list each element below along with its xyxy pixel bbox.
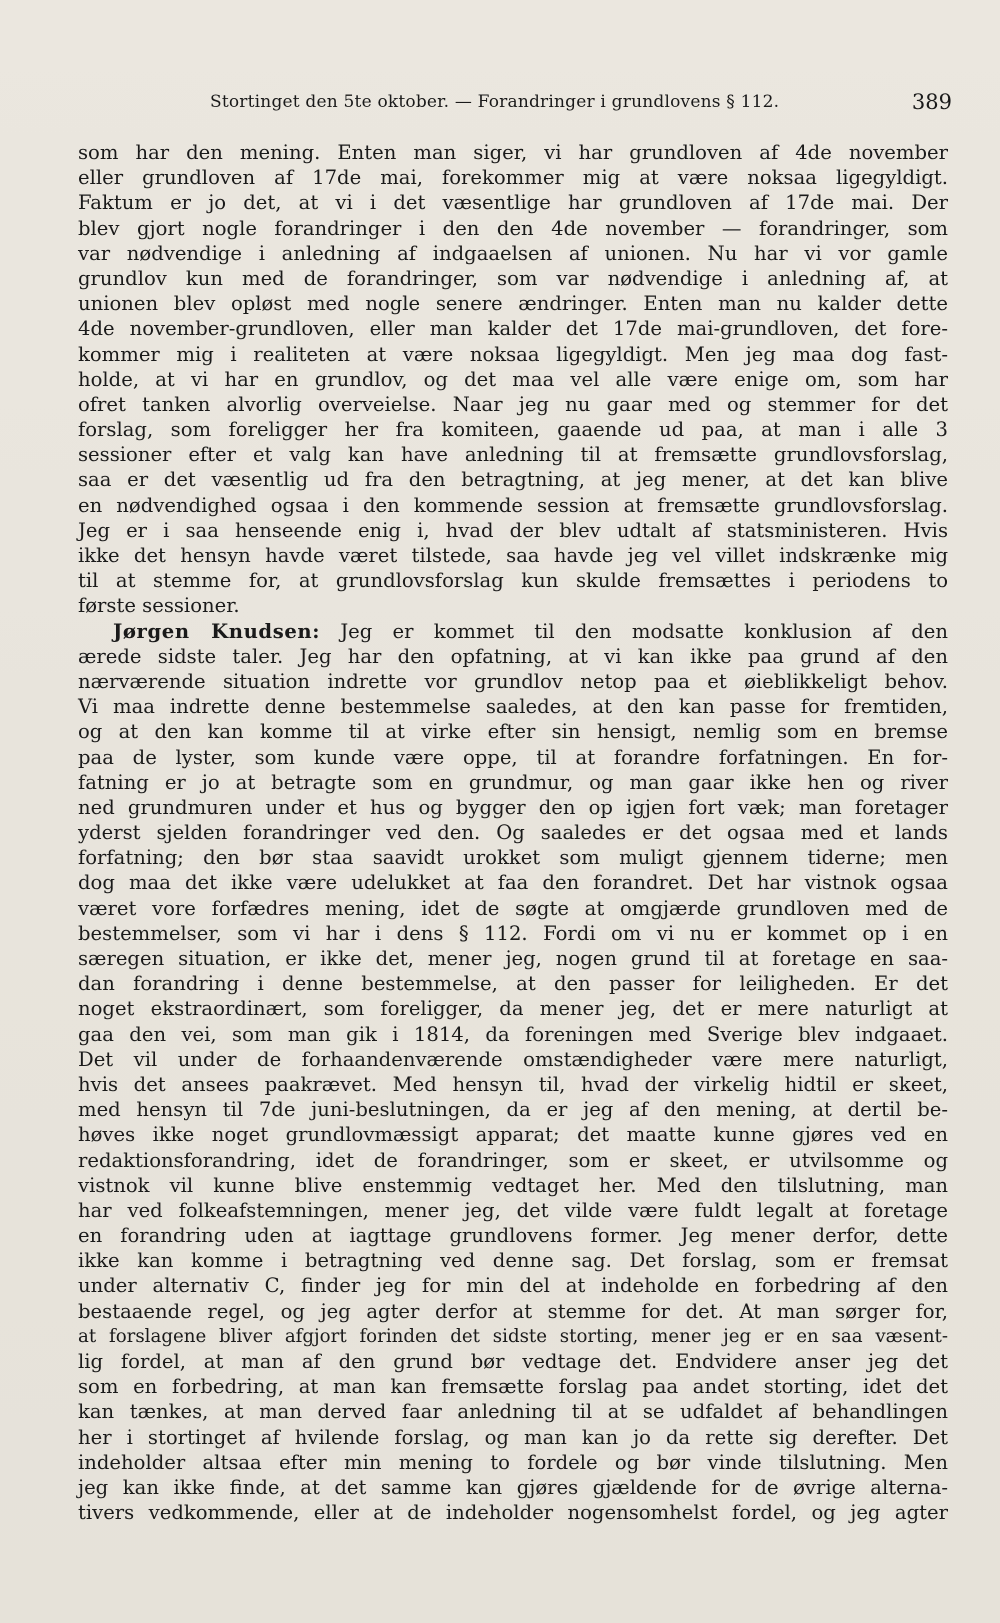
speech-line: bestaaende regel, og jeg agter derfor at stemme for det. At man sørger for, (78, 1299, 948, 1323)
speech-line: dan forandring i denne bestemmelse, at den passer for leiligheden. Er det (78, 972, 948, 996)
text-line: unionen blev opløst med nogle senere ændringer. Enten man nu kalder dette (78, 292, 948, 316)
text-line: Faktum er jo det, at vi i det væsentlige har grundloven af 17de mai. Der (78, 191, 948, 215)
text-line: saa er det væsentlig ud fra den betragtning, at jeg mener, at det kan blive (78, 468, 948, 492)
text-line: var nødvendige i anledning af indgaaelsen af unionen. Nu har vi vor gamle (78, 241, 948, 265)
speech-line: paa de lyster, som kunde være oppe, til at forandre forfatningen. En for- (78, 745, 948, 769)
speech-line: Vi maa indrette denne bestemmelse saaledes, at den kan passe for fremtiden, (78, 695, 948, 719)
speech-line: forfatning; den bør staa saavidt urokket som muligt gjennem tiderne; men (78, 846, 948, 870)
speech-line: kan tænkes, at man derved faar anledning til at se udfaldet af behandlingen (78, 1400, 948, 1424)
speech-line: bestemmelser, som vi har i dens § 112. Fordi om vi nu er kommet op i en (78, 921, 948, 945)
running-head (78, 90, 952, 120)
speech-line: været vore forfædres mening, idet de søgte at omgjærde grundloven med de (78, 896, 948, 920)
running-title: Stortinget den 5te oktober. — Forandringer i grundlovens § 112. (210, 92, 780, 112)
text-line: blev gjort nogle forandringer i den den 4de november — forandringer, som (78, 216, 948, 240)
body-text (78, 140, 948, 1525)
speech-line: dog maa det ikke være udelukket at faa den forandret. Det har vistnok ogsaa (78, 871, 948, 895)
speech-line: Det vil under de forhaandenværende omstændigheder være mere naturligt, (78, 1047, 948, 1071)
speech-line: lig fordel, at man af den grund bør vedtage det. Endvidere anser jeg det (78, 1350, 948, 1373)
speech-line: under alternativ C, finder jeg for min del at indeholde en forbedring af den (78, 1274, 948, 1298)
text-line: til at stemme for, at grundlovsforslag kun skulde fremsættes i periodens to (78, 569, 948, 593)
speech-line: redaktionsforandring, idet de forandringer, som er skeet, er utvilsomme og (78, 1148, 948, 1172)
speech-line: at forslagene bliver afgjort forinden det sidste storting, mener jeg er en saa væsent- (78, 1325, 948, 1347)
speech-line: indeholder altsaa efter min mening to fordele og bør vinde tilslutning. Men (78, 1450, 948, 1474)
speech-line: ærede sidste taler. Jeg har den opfatning, at vi kan ikke paa grund af den (78, 644, 948, 668)
text-line: som har den mening. Enten man siger, vi har grundloven af 4de november (78, 141, 948, 164)
text-line: holde, at vi har en grundlov, og det maa vel alle være enige om, som har (78, 367, 948, 391)
speech-line: vistnok vil kunne blive enstemmig vedtaget her. Med den tilslutning, man (78, 1173, 948, 1197)
speech-line: en forandring uden at iagttage grundlovens former. Jeg mener derfor, dette (78, 1224, 948, 1248)
speech-line: her i stortinget af hvilende forslag, og man kan jo da rette sig derefter. Det (78, 1425, 948, 1449)
speech-line: høves ikke noget grundlovmæssigt apparat; det maatte kunne gjøres ved en (78, 1123, 948, 1147)
text-line: ofret tanken alvorlig overveielse. Naar jeg nu gaar med og stemmer for det (78, 392, 948, 416)
text-line: 4de november-grundloven, eller man kalder det 17de mai-grundloven, det fore- (78, 317, 948, 341)
speech-first-line-text: Jeg er kommet til den modsatte konklusion af den (340, 619, 949, 643)
speech-line: ikke kan komme i betragtning ved denne sag. Det forslag, som er fremsat (78, 1249, 948, 1273)
speech-line: ned grundmuren under et hus og bygger den op igjen fort væk; man foretager (78, 795, 948, 819)
text-line: en nødvendighed ogsaa i den kommende session at fremsætte grundlovsforslag. (78, 493, 948, 517)
speech-line: fatning er jo at betragte som en grundmur, og man gaar ikke hen og river (78, 770, 948, 794)
speech-line: nærværende situation indrette vor grundlov netop paa et øieblikkeligt behov. (78, 669, 948, 693)
page-number: 389 (911, 90, 952, 114)
speech-line: noget ekstraordinært, som foreligger, da mener jeg, det er mere naturligt at (78, 997, 948, 1021)
speech-line: hvis det ansees paakrævet. Med hensyn til, hvad der virkelig hidtil er skeet, (78, 1072, 948, 1096)
speaker-name: Jørgen Knudsen: (113, 619, 321, 643)
text-line: ikke det hensyn havde været tilstede, saa havde jeg vel villet indskrænke mig (78, 544, 948, 567)
speech-line: med hensyn til 7de juni-beslutningen, da er jeg af den mening, at dertil be- (78, 1098, 948, 1122)
speech-line: tivers vedkommende, eller at de indeholder nogensomhelst fordel, og jeg agter (78, 1501, 948, 1525)
text-line: Jeg er i saa henseende enig i, hvad der blev udtalt af statsministeren. Hvis (78, 518, 948, 542)
speech-line: gaa den vei, som man gik i 1814, da foreningen med Sverige blev indgaaet. (78, 1022, 948, 1046)
speech-line: yderst sjelden forandringer ved den. Og saaledes er det ogsaa med et lands (78, 821, 948, 845)
text-line: eller grundloven af 17de mai, forekommer mig at være noksaa ligegyldigt. (78, 166, 948, 190)
speech-line: har ved folkeafstemningen, mener jeg, det vilde være fuldt legalt at foretage (78, 1198, 948, 1222)
text-line: grundlov kun med de forandringer, som var nødvendige i anledning af, at (78, 266, 948, 290)
text-line: forslag, som foreligger her fra komiteen, gaaende ud paa, at man i alle 3 (78, 418, 948, 442)
speech-line: som en forbedring, at man kan fremsætte forslag paa andet storting, idet det (78, 1375, 948, 1399)
text-line: første sessioner. (78, 594, 240, 618)
speech-line: jeg kan ikke finde, at det samme kan gjøres gjældende for de øvrige alterna- (78, 1475, 948, 1499)
speech-line: særegen situation, er ikke det, mener jeg, nogen grund til at foretage en saa- (78, 947, 948, 970)
speech-opening-line (78, 619, 948, 644)
speech-line: og at den kan komme til at virke efter sin hensigt, nemlig som en bremse (78, 720, 948, 744)
text-line: kommer mig i realiteten at være noksaa ligegyldigt. Men jeg maa dog fast- (78, 342, 948, 366)
text-line: sessioner efter et valg kan have anledning til at fremsætte grundlovsforslag, (78, 443, 948, 467)
